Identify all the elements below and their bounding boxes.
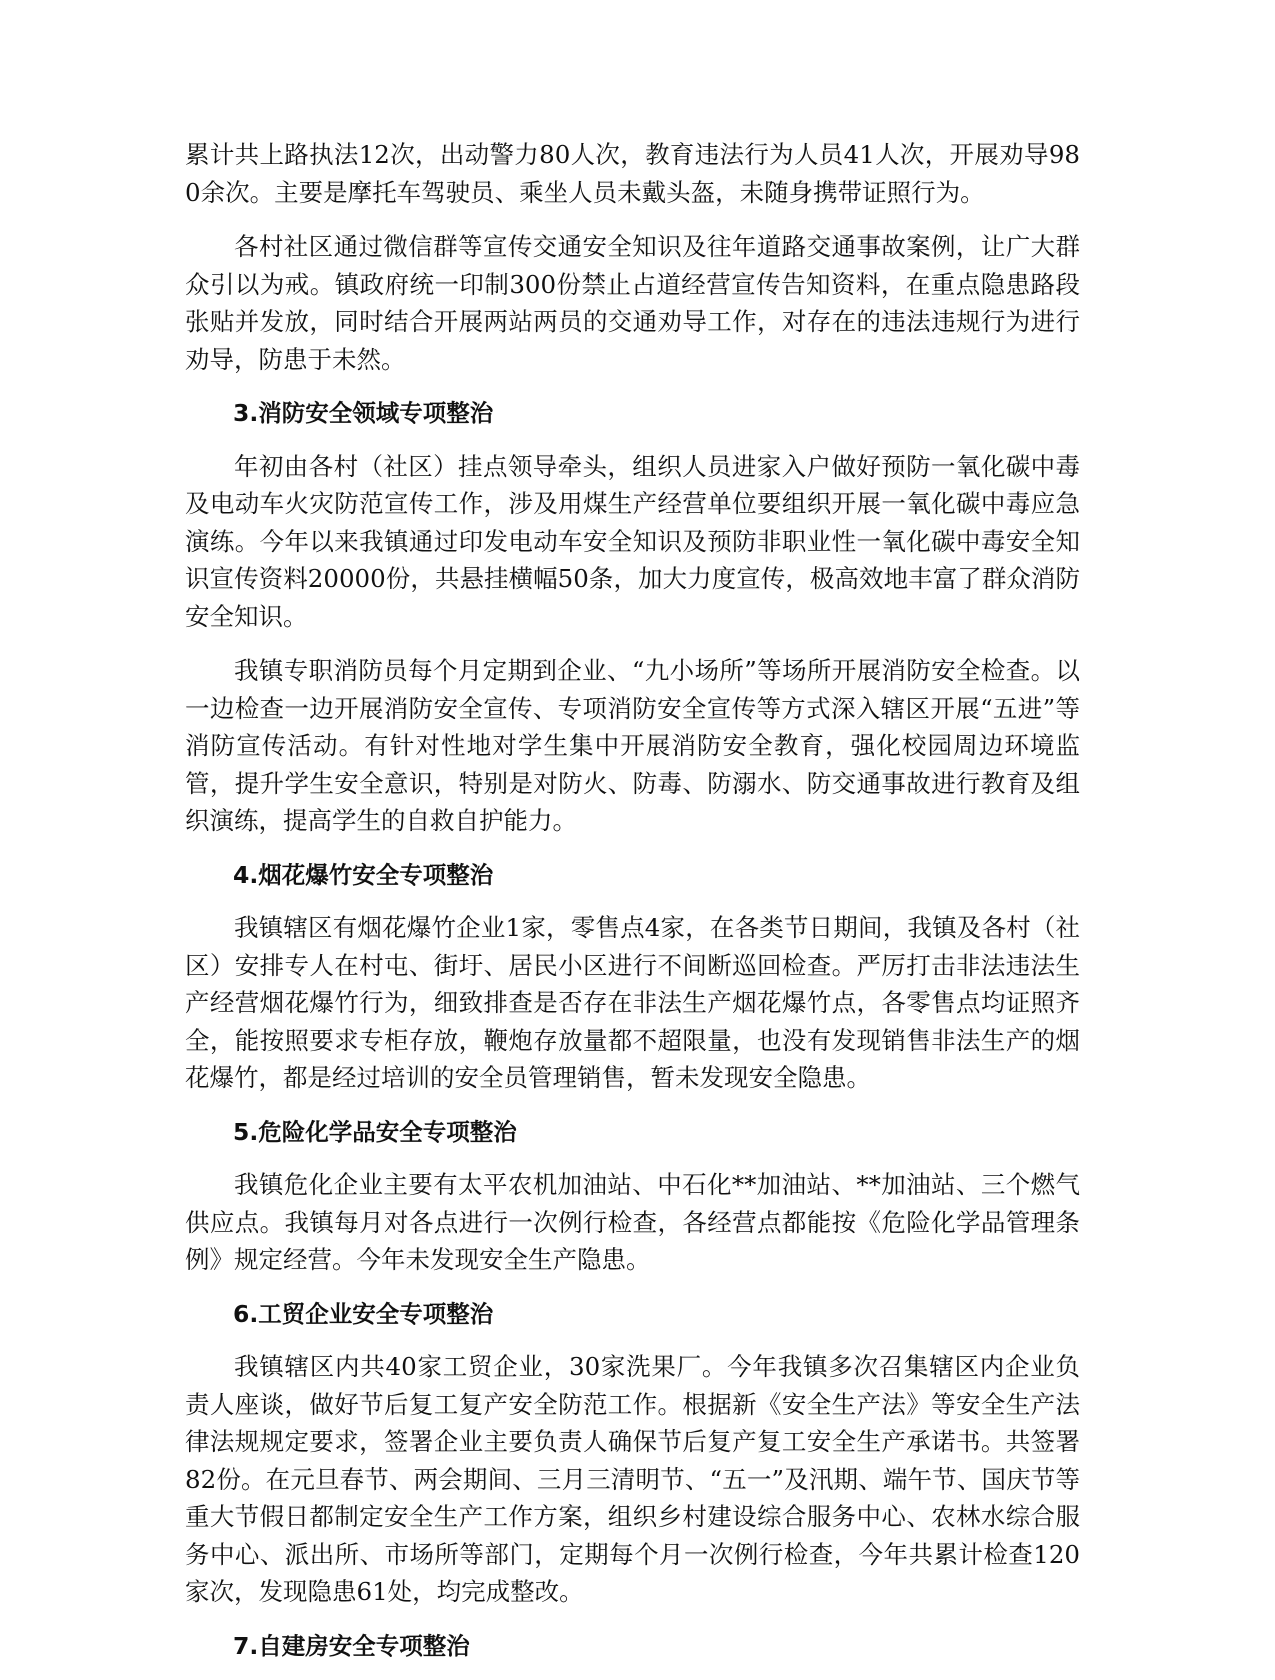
heading-fire-safety: 3.消防安全领域专项整治 — [233, 399, 494, 427]
heading-industry-trade: 6.工贸企业安全专项整治 — [233, 1299, 494, 1328]
heading-hazardous-chemicals: 5.危险化学品安全专项整治 — [233, 1117, 517, 1146]
heading-self-built-housing: 7.自建房安全专项整治 — [233, 1631, 470, 1660]
paragraph-hazardous-chemicals: 我镇危化企业主要有太平农机加油站、中石化**加油站、**加油站、三个燃气供应点。我镇每月对各点进行一次例行检查，各经营点都能按《危险化学品管理条例》规定经营。今年未发现安全生产隐患。 — [185, 1170, 1080, 1274]
paragraph-enforcement-summary: 累计共上路执法12次，出动警力80人次，教育违法行为人员41人次，开展劝导980余次。主要是摩托车驾驶员、乘坐人员未戴头盔，未随身携带证照行为。 — [185, 140, 1080, 207]
paragraph-industry-trade: 我镇辖区内共40家工贸企业，30家洗果厂。今年我镇多次召集辖区内企业负责人座谈，做好节后复工复产安全防范工作。根据新《安全生产法》等安全生产法律法规规定要求，签署企业主要负责人确保节后复产复工安全生产承诺书。共签署82份。在元旦春节、两会期间、三月三清明节、“五一”及汛期、端午节、国庆节等重大节假日都制定安全生产工作方案，组织乡村建设综合服务中心、农林水综合服务中心、派出所、市场所等部门，定期每个月一次例行检查，今年共累计检查120家次，发现隐患61处，均完成整改。 — [185, 1352, 1080, 1606]
paragraph-fireworks: 我镇辖区有烟花爆竹企业1家，零售点4家，在各类节日期间，我镇及各村（社区）安排专人在村屯、街圩、居民小区进行不间断巡回检查。严厉打击非法违法生产经营烟花爆竹行为，细致排查是否存在非法生产烟花爆竹点，各零售点均证照齐全，能按照要求专柜存放，鞭炮存放量都不超限量，也没有发现销售非法生产的烟花爆竹，都是经过培训的安全员管理销售，暂未发现安全隐患。 — [185, 913, 1080, 1092]
document-page — [185, 136, 1080, 1680]
paragraph-fire-prevention-campaign: 年初由各村（社区）挂点领导牵头，组织人员进家入户做好预防一氧化碳中毒及电动车火灾防范宣传工作，涉及用煤生产经营单位要组织开展一氧化碳中毒应急演练。今年以来我镇通过印发电动车安全知识及预防非职业性一氧化碳中毒安全知识宣传资料20000份，共悬挂横幅50条，加大力度宣传，极高效地丰富了群众消防安全知识。 — [185, 451, 1080, 631]
paragraph-fire-inspection: 我镇专职消防员每个月定期到企业、“九小场所”等场所开展消防安全检查。以一边检查一边开展消防安全宣传、专项消防安全宣传等方式深入辖区开展“五进”等消防宣传活动。有针对性地对学生集中开展消防安全教育，强化校园周边环境监管，提升学生安全意识，特别是对防火、防毒、防溺水、防交通事故进行教育及组织演练，提高学生的自救自护能力。 — [185, 656, 1080, 835]
paragraph-traffic-publicity: 各村社区通过微信群等宣传交通安全知识及往年道路交通事故案例，让广大群众引以为戒。镇政府统一印制300份禁止占道经营宣传告知资料，在重点隐患路段张贴并发放，同时结合开展两站两员的交通劝导工作，对存在的违法违规行为进行劝导，防患于未然。 — [185, 232, 1080, 374]
heading-fireworks-safety: 4.烟花爆竹安全专项整治 — [233, 860, 494, 889]
